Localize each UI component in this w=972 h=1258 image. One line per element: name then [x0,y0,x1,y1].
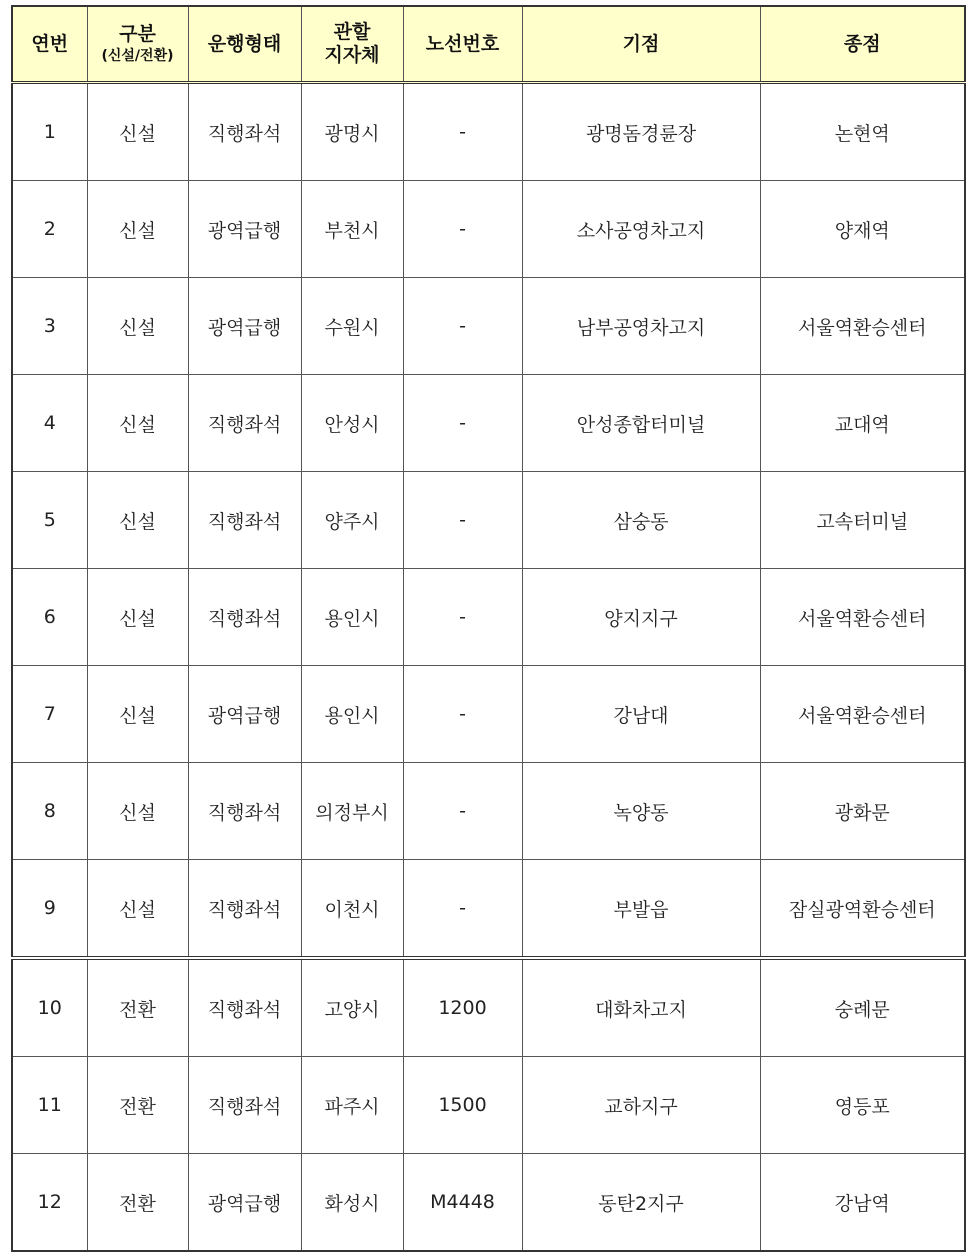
cell-origin: 교하지구 [522,1057,760,1154]
header-operation-type: 운행형태 [188,6,301,83]
cell-no: 4 [12,375,87,472]
cell-origin: 소사공영차고지 [522,181,760,278]
cell-terminus: 숭례문 [760,958,965,1057]
cell-operation-type: 광역급행 [188,181,301,278]
table-row [12,763,965,860]
cell-jurisdiction: 의정부시 [301,763,403,860]
header-category-sub: (신설/전환) [101,48,174,64]
cell-route-no: - [403,278,522,375]
cell-operation-type: 광역급행 [188,278,301,375]
cell-no: 12 [12,1154,87,1252]
cell-category: 신설 [87,83,188,181]
header-route-no: 노선번호 [403,6,522,83]
cell-category: 신설 [87,666,188,763]
cell-operation-type: 직행좌석 [188,569,301,666]
table-row [12,278,965,375]
cell-route-no: - [403,375,522,472]
cell-jurisdiction: 파주시 [301,1057,403,1154]
table-row [12,666,965,763]
cell-route-no: 1200 [403,958,522,1057]
table-row [12,958,965,1057]
cell-route-no: - [403,472,522,569]
cell-category: 신설 [87,472,188,569]
cell-terminus: 양재역 [760,181,965,278]
table-row [12,569,965,666]
cell-terminus: 광화문 [760,763,965,860]
header-no: 연번 [12,6,87,83]
cell-category: 전환 [87,958,188,1057]
cell-jurisdiction: 양주시 [301,472,403,569]
cell-category: 전환 [87,1154,188,1252]
table-row [12,375,965,472]
header-category [87,6,188,83]
cell-terminus: 교대역 [760,375,965,472]
cell-operation-type: 직행좌석 [188,375,301,472]
cell-category: 전환 [87,1057,188,1154]
cell-jurisdiction: 용인시 [301,569,403,666]
cell-route-no: - [403,666,522,763]
cell-operation-type: 직행좌석 [188,472,301,569]
cell-category: 신설 [87,181,188,278]
cell-operation-type: 직행좌석 [188,1057,301,1154]
cell-operation-type: 광역급행 [188,666,301,763]
cell-jurisdiction: 이천시 [301,860,403,959]
cell-origin: 녹양동 [522,763,760,860]
cell-origin: 안성종합터미널 [522,375,760,472]
cell-origin: 양지지구 [522,569,760,666]
cell-no: 8 [12,763,87,860]
header-jurisdiction-line1: 관할 [333,21,371,44]
cell-route-no: - [403,181,522,278]
cell-route-no: 1500 [403,1057,522,1154]
cell-route-no: - [403,83,522,181]
cell-terminus: 논현역 [760,83,965,181]
table-row [12,181,965,278]
cell-operation-type: 직행좌석 [188,958,301,1057]
table-row [12,1057,965,1154]
header-row [12,6,965,83]
cell-origin: 부발읍 [522,860,760,959]
cell-operation-type: 직행좌석 [188,860,301,959]
cell-origin: 동탄2지구 [522,1154,760,1252]
header-jurisdiction-line2: 지자체 [324,44,380,66]
cell-terminus: 서울역환승센터 [760,666,965,763]
cell-no: 6 [12,569,87,666]
cell-jurisdiction: 안성시 [301,375,403,472]
cell-terminus: 강남역 [760,1154,965,1252]
cell-route-no: - [403,763,522,860]
table-header [12,6,965,83]
cell-terminus: 고속터미널 [760,472,965,569]
cell-category: 신설 [87,860,188,959]
cell-origin: 삼숭동 [522,472,760,569]
cell-origin: 광명돔경륜장 [522,83,760,181]
header-jurisdiction [301,6,403,83]
header-terminus: 종점 [760,6,965,83]
cell-no: 2 [12,181,87,278]
table-row [12,860,965,959]
cell-jurisdiction: 용인시 [301,666,403,763]
table-row [12,472,965,569]
cell-category: 신설 [87,278,188,375]
cell-route-no: - [403,860,522,959]
cell-no: 3 [12,278,87,375]
cell-jurisdiction: 부천시 [301,181,403,278]
cell-terminus: 서울역환승센터 [760,569,965,666]
cell-no: 5 [12,472,87,569]
cell-operation-type: 광역급행 [188,1154,301,1252]
cell-no: 7 [12,666,87,763]
cell-route-no: - [403,569,522,666]
cell-operation-type: 직행좌석 [188,763,301,860]
cell-operation-type: 직행좌석 [188,83,301,181]
cell-no: 1 [12,83,87,181]
cell-category: 신설 [87,763,188,860]
cell-no: 10 [12,958,87,1057]
cell-category: 신설 [87,375,188,472]
cell-origin: 강남대 [522,666,760,763]
table-body [12,83,965,1252]
cell-no: 9 [12,860,87,959]
cell-no: 11 [12,1057,87,1154]
cell-jurisdiction: 화성시 [301,1154,403,1252]
table-row [12,83,965,181]
cell-category: 신설 [87,569,188,666]
cell-route-no: M4448 [403,1154,522,1252]
cell-jurisdiction: 광명시 [301,83,403,181]
cell-origin: 대화차고지 [522,958,760,1057]
cell-origin: 남부공영차고지 [522,278,760,375]
header-category-label: 구분 [119,23,156,46]
header-origin: 기점 [522,6,760,83]
cell-terminus: 잠실광역환승센터 [760,860,965,959]
table-row [12,1154,965,1252]
bus-route-table [11,5,966,1252]
cell-terminus: 영등포 [760,1057,965,1154]
cell-jurisdiction: 수원시 [301,278,403,375]
cell-jurisdiction: 고양시 [301,958,403,1057]
cell-terminus: 서울역환승센터 [760,278,965,375]
